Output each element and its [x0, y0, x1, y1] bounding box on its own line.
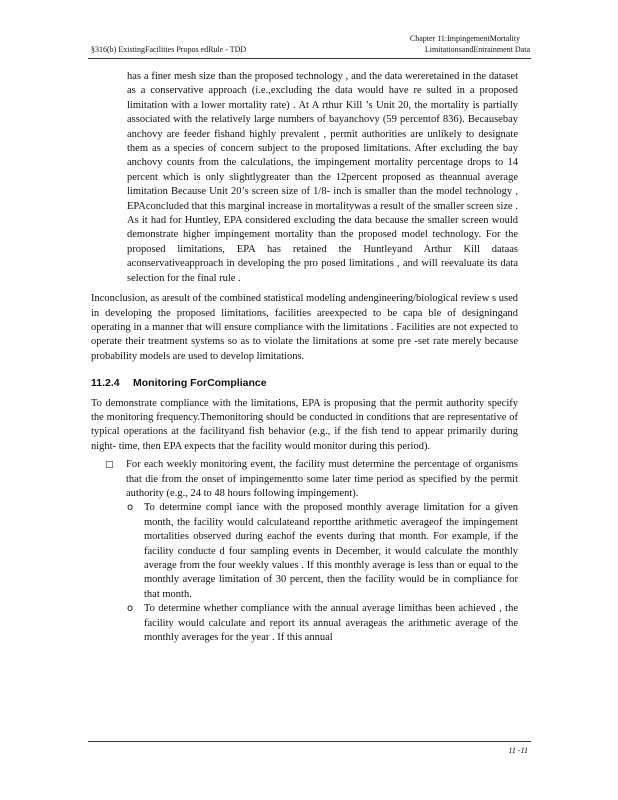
running-header-right-2	[270, 45, 530, 55]
body-content	[91, 70, 518, 645]
list-item	[105, 458, 518, 501]
section-heading	[91, 376, 518, 390]
list-item	[127, 501, 518, 602]
bullet-text: For each weekly monitoring event, the facility must determine the percentage of organisms that die from the onset of impingementto some later time period as specified by the permit authority (e.g., 24 to 48 hours following impingement).	[126, 459, 518, 499]
running-header-right	[260, 34, 520, 44]
continued-paragraph: has a finer mesh size than the proposed technology , and the data wereretained in the dataset as a conservative approach (i.e.,excluding the data would have re sulted in a proposed limitation with a lower mortality rate) . At A rthur Kill ’s Unit 20, the mortality is partially associated with the relatively large numbers of bayanchovy (59 percentof 836). Becausebay anchovy are feeder fishand highly prevalent , permit authorities are unlikely to designate them as a species of concern subject to the proposed limitations. After excluding the bay anchovy counts from the calculations, the impingement mortality percentage drops to 14 percent which is only slightlygreater than the 12percent proposed as theannual average limitation Because Unit 20’s screen size of 1/8- inch is smaller than the model technology , EPAconcluded that this marginal increase in mortalitywas a result of the smaller screen size . As it had for Huntley, EPA considered excluding the data because the smaller screen would demonstrate higher impingement mortality than the proposed model technology. For the proposed limitations, EPA has retained the Huntleyand Arthur Kill dataas aconservativeapproach in developing the pro posed limitations , and will reevaluate its data selection for the final rule .	[127, 71, 518, 284]
header-section-title: LimitationsandEntrainment Data	[424, 45, 530, 54]
page-number: 11 -11	[508, 746, 528, 755]
list-item	[127, 602, 518, 645]
section-intro-paragraph: To demonstrate compliance with the limitations, EPA is proposing that the permit authority specify the monitoring frequency.Themonitoring should be conducted in conditions that are representative of typical operations at the facilityand fish behavior (e.g., if the fish tend to appear primarily during night- time, then EPA expects that the facility would monitor during this period).	[91, 397, 518, 452]
circle-bullet-icon: o	[127, 603, 134, 615]
header-chapter-title: Chapter 11:ImpingementMortality	[409, 34, 520, 43]
sub-bullet-text: To determine compl iance with the proposed monthly average limitation for a given month, the facility would calculateand reportthe arithmetic averageof the impingement mortalities observed during eachof the events during that month. For example, if the facility conducte d four sampling events in December, it would calculate the monthly average from the four weekly values . If this monthly average is less than or equal to the monthly average limitation of 30 percent, then the facility would be in compliance for that month.	[144, 502, 518, 600]
circle-bullet-icon: o	[127, 502, 134, 514]
section-number: 11.2.4	[91, 377, 120, 390]
conclusion-paragraph: Inconclusion, as aresult of the combined statistical modeling andengineering/biological review s used in developing the proposed limitations, facilities areexpected to be capa ble of designingand operating in a manner that will ensure compliance with the limitations . Facilities are not expected to operate their treatment systems so as to violate the limitations at some pre -set rate merely because probability models are used to develop limitations.	[91, 293, 518, 362]
header-rule	[88, 58, 531, 59]
footer-rule	[88, 741, 531, 742]
sub-bullet-text: To determine whether compliance with the annual average limithas been achieved , the facility would calculate and report its annual averageas the arithmetic average of the monthly averages for the year . If this annual	[144, 603, 518, 644]
square-bullet-icon: □	[105, 460, 114, 471]
running-header-left: §316(b) ExistingFacilities Propos edRule - TDD	[91, 45, 247, 54]
section-title: Monitoring ForCompliance	[133, 377, 267, 390]
